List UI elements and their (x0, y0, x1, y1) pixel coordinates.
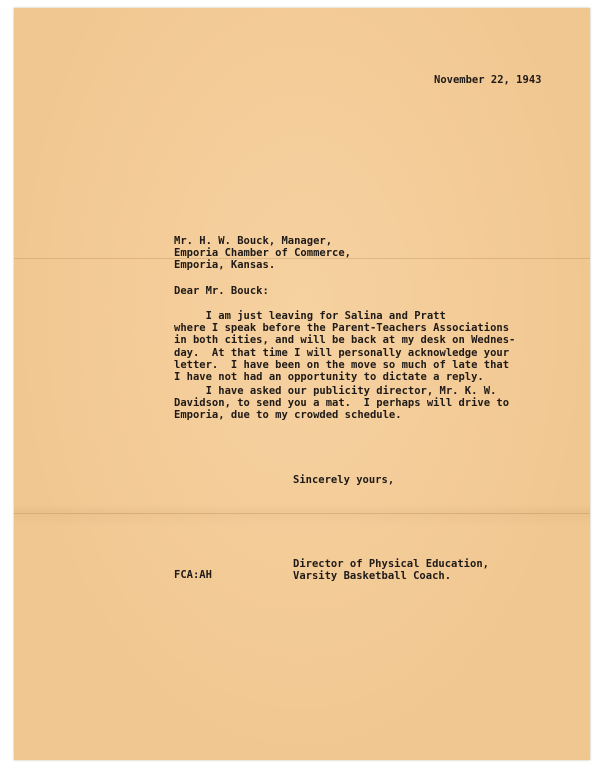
closing: Sincerely yours, (293, 474, 395, 486)
body-line: where I speak before the Parent-Teachers Associations (174, 322, 510, 335)
body-line: in both cities, and will be back at my desk on Wednes- (174, 334, 516, 347)
signature-title-line: Director of Physical Education, (293, 558, 489, 570)
fold-line (14, 513, 590, 514)
recipient-line: Emporia, Kansas. (174, 259, 276, 272)
salutation: Dear Mr. Bouck: (174, 285, 269, 297)
recipient-address (174, 235, 351, 272)
body-line: I have asked our publicity director, Mr. K. W. (174, 385, 497, 397)
signature-title-line: Varsity Basketball Coach. (293, 570, 452, 583)
body-line: day. At that time I will personally acknowledge your (174, 346, 510, 359)
recipient-line: Mr. H. W. Bouck, Manager, (174, 235, 333, 247)
body-paragraph-2 (174, 385, 509, 422)
body-line: I have not had an opportunity to dictate a reply. (174, 371, 484, 384)
body-paragraph-1 (174, 310, 515, 383)
recipient-line: Emporia Chamber of Commerce, (174, 247, 352, 260)
letter-date: November 22, 1943 (434, 74, 542, 86)
reference-initials: FCA:AH (174, 569, 212, 581)
body-line: Emporia, due to my crowded schedule. (174, 409, 402, 422)
letter-page (14, 8, 590, 760)
body-line: I am just leaving for Salina and Pratt (174, 310, 446, 322)
body-line: Davidson, to send you a mat. I perhaps will drive to (174, 397, 510, 410)
body-line: letter. I have been on the move so much of late that (174, 358, 510, 371)
signature-block (293, 558, 489, 582)
